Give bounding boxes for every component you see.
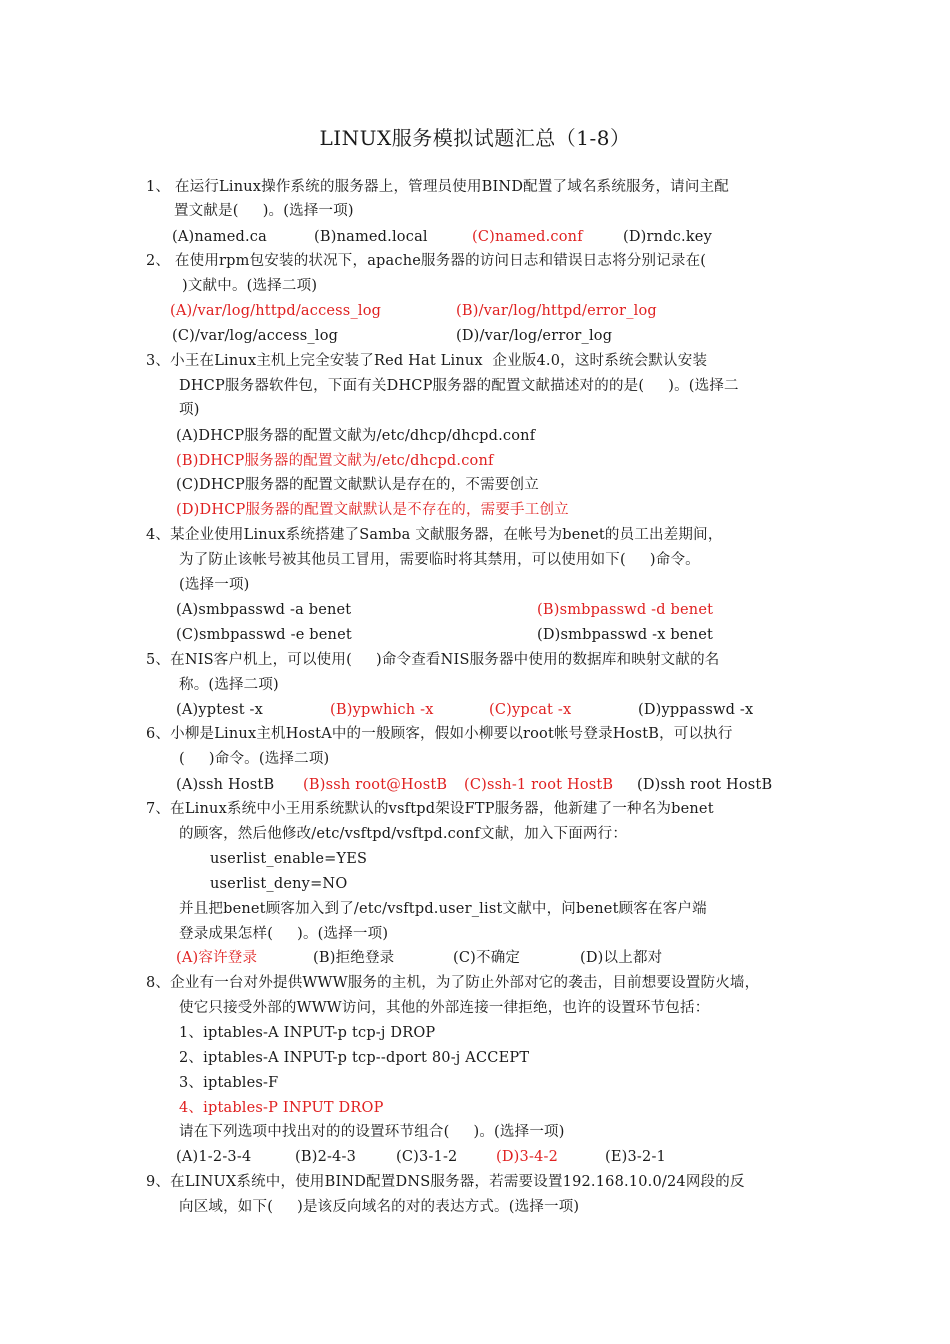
q4-option-d: (D)smbpasswd -x benet xyxy=(537,627,714,643)
q3-option-b-answer: (B)DHCP服务器的配置文献为/etc/dhcpd.conf xyxy=(176,453,494,469)
question-3-text: 3、小王在Linux主机上完全安装了Red Hat Linux 企业版4.0，这时系统会默认安装 xyxy=(146,353,708,369)
page-title: LINUX服务模拟试题汇总（1-8） xyxy=(319,126,631,150)
q3-option-c: (C)DHCP服务器的配置文献默认是存在的，不需要创立 xyxy=(176,477,539,493)
q8-option-e: (E)3-2-1 xyxy=(605,1149,666,1165)
q8-option-c: (C)3-1-2 xyxy=(396,1149,458,1165)
q2-option-a-answer: (A)/var/log/httpd/access_log xyxy=(170,303,382,319)
q8-option-d-answer: (D)3-4-2 xyxy=(496,1149,559,1165)
q8-step-3: 3、iptables-F xyxy=(179,1075,279,1091)
q6-option-c-answer: (C)ssh-1 root HostB xyxy=(464,777,614,793)
question-3-text-cont2: 项) xyxy=(179,402,200,418)
question-9-text: 9、在LINUX系统中，使用BIND配置DNS服务器，若需要设置192.168.10.0/24网段的反 xyxy=(146,1174,745,1190)
question-6-text: 6、小柳是Linux主机HostA中的一般顾客，假如小柳要以root帐号登录HostB，可以执行 xyxy=(146,726,733,742)
question-4-text: 4、某企业使用Linux系统搭建了Samba 文献服务器，在帐号为benet的员工出差期间， xyxy=(146,527,723,543)
q4-option-a: (A)smbpasswd -a benet xyxy=(176,602,352,618)
question-1-text: 1、 在运行Linux操作系统的服务器上，管理员使用BIND配置了域名系统服务，请问主配 xyxy=(146,179,729,195)
question-4-text-cont: 为了防止该帐号被其他员工冒用，需要临时将其禁用，可以使用如下( )命令。 xyxy=(179,552,700,568)
q7-option-b: (B)拒绝登录 xyxy=(313,950,395,966)
question-7-text: 7、在Linux系统中小王用系统默认的vsftpd架设FTP服务器，他新建了一种名为benet xyxy=(146,801,714,817)
q2-option-c: (C)/var/log/access_log xyxy=(172,328,339,344)
q8-step-4: 4、iptables-P INPUT DROP xyxy=(179,1100,384,1116)
q1-option-a: (A)named.ca xyxy=(172,229,267,245)
q5-option-b-answer: (B)ypwhich -x xyxy=(330,702,434,718)
question-6-text-cont: ( )命令。(选择二项) xyxy=(179,751,330,767)
q6-option-a: (A)ssh HostB xyxy=(176,777,275,793)
question-2-text: 2、 在使用rpm包安装的状况下，apache服务器的访问日志和错误日志将分别记录在( xyxy=(146,253,707,269)
q6-option-d: (D)ssh root HostB xyxy=(637,777,773,793)
question-7-text-cont: 的顾客，然后他修改/etc/vsftpd/vsftpd.conf文献，加入下面两行： xyxy=(179,826,628,842)
question-4-text-cont2: (选择一项) xyxy=(179,577,250,593)
question-5-text: 5、在NIS客户机上，可以使用( )命令查看NIS服务器中使用的数据库和映射文献的名 xyxy=(146,652,720,668)
q8-step-2: 2、iptables-A INPUT-p tcp--dport 80-j ACCEPT xyxy=(179,1050,530,1066)
q3-option-a: (A)DHCP服务器的配置文献为/etc/dhcp/dhcpd.conf xyxy=(176,428,536,444)
question-1-text-cont: 置文献是( )。(选择一项) xyxy=(174,203,354,219)
question-8-text: 8、企业有一台对外提供WWW服务的主机，为了防止外部对它的袭击，目前想要设置防火墙， xyxy=(146,975,760,991)
question-8-text-cont2: 请在下列选项中找出对的的设置环节组合( )。(选择一项) xyxy=(179,1124,565,1140)
q4-option-b-answer: (B)smbpasswd -d benet xyxy=(537,602,714,618)
q7-config-line-1: userlist_enable=YES xyxy=(210,851,368,867)
q8-option-b: (B)2-4-3 xyxy=(295,1149,357,1165)
q2-option-b-answer: (B)/var/log/httpd/error_log xyxy=(456,303,657,319)
q1-option-b: (B)named.local xyxy=(314,229,428,245)
question-3-text-cont: DHCP服务器软件包，下面有关DHCP服务器的配置文献描述对的的是( )。(选择二 xyxy=(179,378,739,394)
question-7-text-cont3: 登录成果怎样( )。(选择一项) xyxy=(179,926,389,942)
q2-option-d: (D)/var/log/error_log xyxy=(456,328,613,344)
q1-option-d: (D)rndc.key xyxy=(623,229,712,245)
q7-config-line-2: userlist_deny=NO xyxy=(210,876,348,892)
q4-option-c: (C)smbpasswd -e benet xyxy=(176,627,352,643)
q1-option-c-answer: (C)named.conf xyxy=(472,229,583,245)
q5-option-c-answer: (C)ypcat -x xyxy=(489,702,572,718)
question-9-text-cont: 向区域，如下( )是该反向域名的对的表达方式。(选择一项) xyxy=(179,1199,580,1215)
q7-option-a-answer: (A)容许登录 xyxy=(176,950,258,966)
q8-step-1: 1、iptables-A INPUT-p tcp-j DROP xyxy=(179,1025,436,1041)
question-2-text-cont: )文献中。(选择二项) xyxy=(182,278,318,294)
q7-option-c: (C)不确定 xyxy=(453,950,521,966)
q5-option-a: (A)yptest -x xyxy=(176,702,264,718)
question-8-text-cont: 使它只接受外部的WWW访问，其他的外部连接一律拒绝，也许的设置环节包括： xyxy=(179,1000,710,1016)
q7-option-d: (D)以上都对 xyxy=(580,950,663,966)
question-7-text-cont2: 并且把benet顾客加入到了/etc/vsftpd.user_list文献中，问benet顾客在客户端 xyxy=(179,901,707,917)
q6-option-b-answer: (B)ssh root@HostB xyxy=(303,777,448,793)
q5-option-d: (D)yppasswd -x xyxy=(638,702,754,718)
question-5-text-cont: 称。(选择二项) xyxy=(179,677,279,693)
q3-option-d-answer: (D)DHCP服务器的配置文献默认是不存在的，需要手工创立 xyxy=(176,502,569,518)
q8-option-a: (A)1-2-3-4 xyxy=(176,1149,252,1165)
